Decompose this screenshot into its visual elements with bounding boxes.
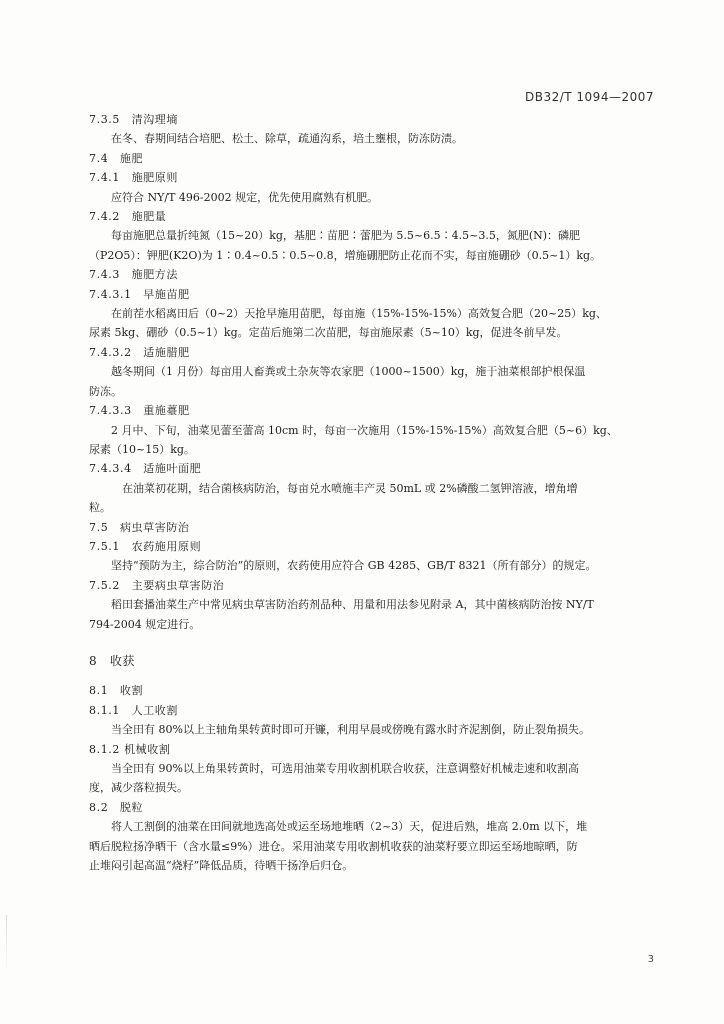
paragraph-line: 794-2004 规定进行。 <box>89 617 201 631</box>
paragraph: 坚持“预防为主，综合防治”的原则，农药使用应符合 GB 4285、GB/T 8321（所有部分）的规定。 <box>111 559 597 573</box>
heading-7-4-2: 7.4.2 施肥量 <box>89 210 167 224</box>
paragraph-line: 尿素（10~15）kg。 <box>89 442 195 456</box>
heading-7-5-2: 7.5.2 主要病虫草害防治 <box>89 578 225 592</box>
paragraph-line: 越冬期间（1 月份）每亩用人畜粪或土杂灰等农家肥（1000~1500）kg，施于油菜根部护根保温 <box>111 365 586 379</box>
paragraph: 当全田有 80%以上主轴角果转黄时即可开镰，利用早晨或傍晚有露水时齐泥割倒，防止裂角损失。 <box>111 723 590 737</box>
heading-8-1-1: 8.1.1 人工收割 <box>89 703 178 717</box>
paragraph-line: 当全田有 90%以上角果转黄时，可选用油菜专用收割机联合收获，注意调整好机械走速和收割高 <box>111 762 579 775</box>
heading-7-4-3-4: 7.4.3.4 适施叶面肥 <box>89 462 202 476</box>
paragraph-line: 晒后脱粒扬净晒干（含水量≤9%）进仓。采用油菜专用收割机收获的油菜籽要立即运至场地晾晒，防 <box>89 839 578 853</box>
paragraph-line: 每亩施肥总量折纯氮（15~20）kg，基肥∶苗肥∶蕾肥为 5.5~6.5∶4.5~3.5，氮肥(N)：磷肥 <box>111 229 581 243</box>
paragraph-line: 止堆闷引起高温“烧籽”降低品质，待晒干扬净后归仓。 <box>89 859 354 873</box>
heading-8-1: 8.1 收割 <box>89 684 144 698</box>
paragraph-line: 度，减少落粒损失。 <box>89 781 188 795</box>
heading-7-5: 7.5 病虫草害防治 <box>89 520 190 534</box>
heading-7-4-3-1: 7.4.3.1 早施苗肥 <box>89 287 190 301</box>
paragraph-line: 防冻。 <box>89 384 122 398</box>
section-gap <box>89 634 655 652</box>
heading-8: 8 收获 <box>89 653 136 668</box>
paragraph-line: 稻田套播油菜生产中常见病虫草害防治药剂品种、用量和用法参见附录 A，其中菌核病防治按 NY/T <box>111 598 594 612</box>
paragraph: 在冬、春期间结合培肥、松土、除草，疏通沟系，培土壅根，防冻防渍。 <box>111 132 463 146</box>
page-number: 3 <box>647 954 654 965</box>
heading-7-4-3-3: 7.4.3.3 重施薹肥 <box>89 404 190 418</box>
heading-7-4: 7.4 施肥 <box>89 151 144 165</box>
scan-edge-mark <box>6 915 7 975</box>
heading-7-4-1: 7.4.1 施肥原则 <box>89 171 178 185</box>
paragraph-line: 在油菜初花期，结合菌核病防治，每亩兑水喷施丰产灵 50mL 或 2%磷酸二氢钾溶液，增角增 <box>111 481 578 495</box>
section-gap <box>89 671 655 681</box>
standard-code: DB32/T 1094—2007 <box>524 90 654 104</box>
heading-8-2: 8.2 脱粒 <box>89 800 144 814</box>
paragraph-line: 2 月中、下旬，油菜见蕾至蕾高 10cm 时，每亩一次施用（15%-15%-15%）高效复合肥（5~6）kg、 <box>111 423 618 437</box>
paragraph-line: 尿素 5kg、硼砂（0.5~1）kg。定苗后施第二次苗肥，每亩施尿素（5~10）kg，促进冬前早发。 <box>89 326 568 340</box>
paragraph: 应符合 NY/T 496-2002 规定，优先使用腐熟有机肥。 <box>111 190 379 204</box>
paragraph-line: （P2O5）：钾肥(K2O)为 1∶0.4~0.5∶0.5~0.8，增施硼肥防止花而不实，每亩施硼砂（0.5~1）kg。 <box>89 248 602 262</box>
paragraph-line: 在前茬水稻离田后（0~2）天抢早施用苗肥，每亩施（15%-15%-15%）高效复合肥（20~25）kg、 <box>111 307 607 321</box>
heading-7-5-1: 7.5.1 农药施用原则 <box>89 539 202 553</box>
heading-7-3-5: 7.3.5 清沟理墒 <box>89 113 178 126</box>
document-body <box>89 110 655 875</box>
heading-8-1-2: 8.1.2 机械收割 <box>89 742 171 756</box>
paragraph-line: 粒。 <box>89 501 111 515</box>
heading-7-4-3-2: 7.4.3.2 适施腊肥 <box>89 345 190 359</box>
paragraph-line: 将人工割倒的油菜在田间就地选高处或运至场地堆晒（2~3）天，促进后熟，堆高 2.0m 以下，堆 <box>111 820 588 834</box>
heading-7-4-3: 7.4.3 施肥方法 <box>89 268 178 282</box>
